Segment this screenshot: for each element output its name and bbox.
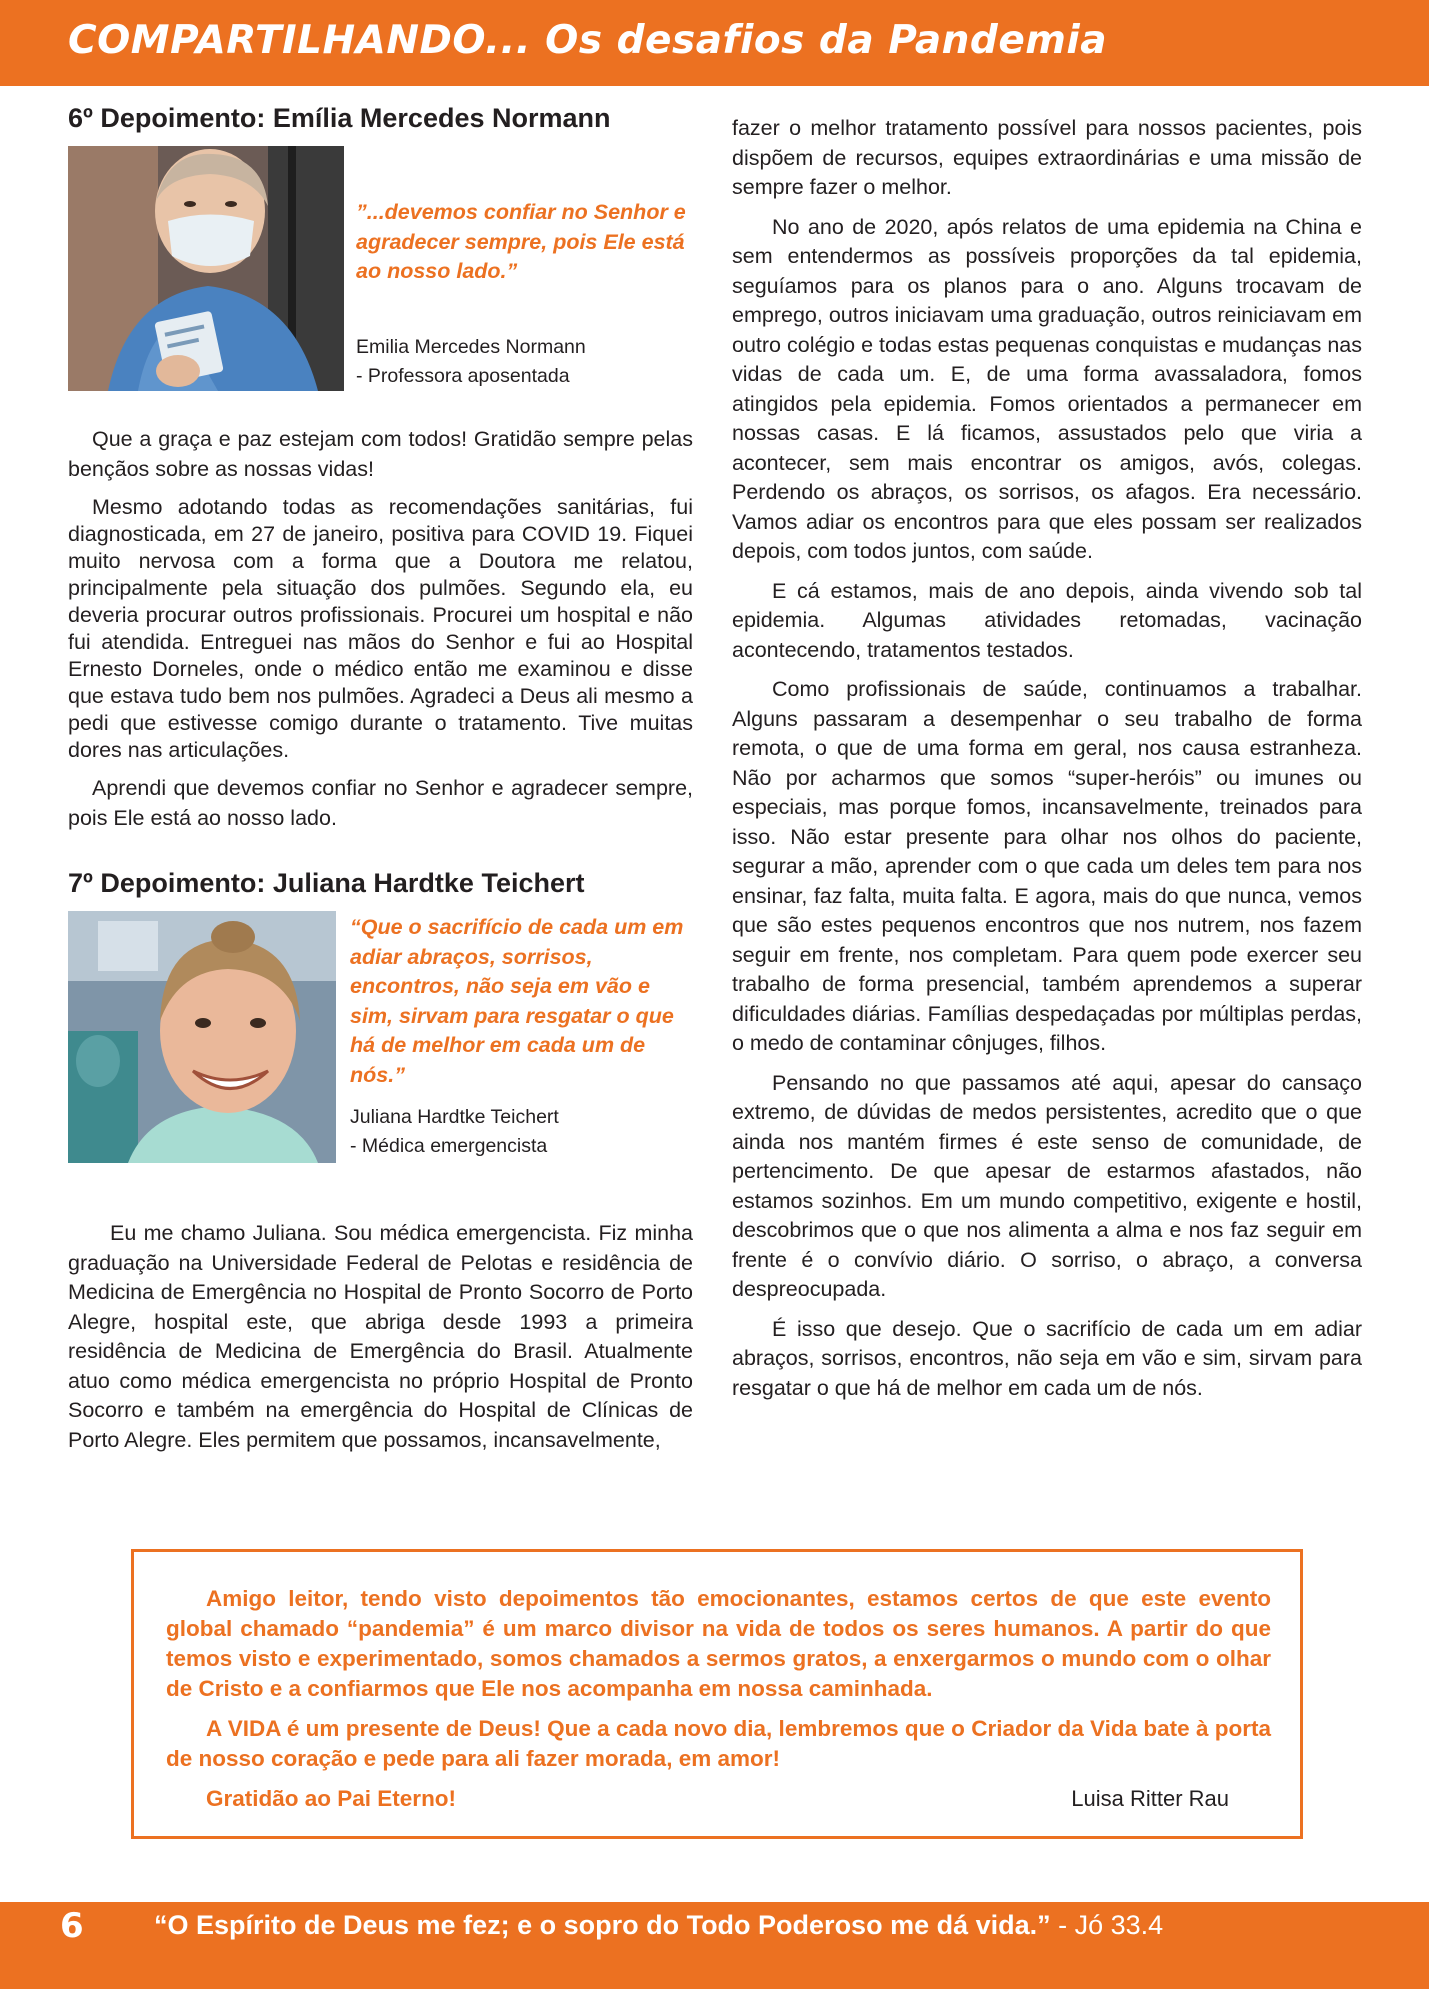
testimony-6-author-role: - Professora aposentada: [356, 365, 570, 387]
testimony-6-heading: 6º Depoimento: Emília Mercedes Normann: [68, 103, 611, 133]
testimony-7-intro: [68, 911, 693, 1163]
juliana-photo: [68, 911, 336, 1163]
testimony-7-paragraph: É isso que desejo. Que o sacrifício de cada um em adiar abraços, sorrisos, encontros, não seja em vão e sim, sirvam para resgatar o que há de melhor em cada um de nós.: [732, 1316, 1362, 1400]
footer-verse: [154, 1910, 1163, 1941]
left-column: [68, 100, 693, 1465]
testimony-7-quote: “Que o sacrifício de cada um em adiar abraços, sorrisos, encontros, não seja em vão e sim, sirvam para resgatar o que há de melhor em cada um de nós.”: [350, 915, 684, 1087]
testimony-7-paragraph: Eu me chamo Juliana. Sou médica emergencista. Fiz minha graduação na Universidade Federal de Pelotas e residência de Medicina de Emergência no Hospital de Pronto Socorro de Porto Alegre, hospital este, que abriga desde 1993 a primeira residência de Medicina de Emergência do Brasil. Atualmente atuo como médica emergencista no próprio Hospital de Pronto Socorro e também na emergência do Hospital de Clínicas de Porto Alegre. Eles permitem que possamos, incansavelmente,: [68, 1221, 693, 1452]
testimony-6-paragraph: Aprendi que devemos confiar no Senhor e agradecer sempre, pois Ele está ao nosso lado.: [68, 776, 693, 830]
testimony-6-intro: [68, 146, 693, 391]
testimony-7-author-name: Juliana Hardtke Teichert: [350, 1106, 559, 1128]
closing-paragraph: A VIDA é um presente de Deus! Que a cada novo dia, lembremos que o Criador da Vida bate à porta de nosso coração e pede para ali fazer morada, em amor!: [166, 1716, 1271, 1771]
testimony-6-attribution: [356, 333, 696, 391]
testimony-6-quote: ”...devemos confiar no Senhor e agradecer sempre, pois Ele está ao nosso lado.”: [356, 200, 686, 283]
closing-message-text: [166, 1584, 1271, 1814]
testimony-6-paragraph: Que a graça e paz estejam com todos! Gratidão sempre pelas bençãos sobre as nossas vidas!: [68, 427, 693, 481]
page-number: 6: [60, 1906, 84, 1946]
testimony-7-attribution: [350, 1103, 695, 1161]
testimony-6-paragraph: Mesmo adotando todas as recomendações sanitárias, fui diagnosticada, em 27 de janeiro, positiva para COVID 19. Fiquei muito nervosa com a forma que a Doutora me relatou, principalmente pela situação dos pulmões. Segundo ela, eu deveria procurar outros profissionais. Procurei um hospital e não fui atendida. Entreguei nas mãos do Senhor e fui ao Hospital Ernesto Dorneles, onde o médico então me examinou e disse que estava tudo bem nos pulmões. Agradeci a Deus ali mesmo a pedi que estivesse comigo durante o tratamento. Tive muitas dores nas articulações.: [68, 495, 693, 762]
emilia-photo: [68, 146, 344, 391]
closing-signature: Luisa Ritter Rau: [1071, 1786, 1229, 1811]
closing-signoff: [166, 1784, 1271, 1814]
closing-thanks: Gratidão ao Pai Eterno!: [206, 1786, 457, 1811]
closing-paragraph: Amigo leitor, tendo visto depoimentos tão emocionantes, estamos certos de que este evento global chamado “pandemia” é um marco divisor na vida de todos os seres humanos. A partir do que temos visto e experimentado, somos chamados a sermos gratos, a enxergarmos o mundo com o olhar de Cristo e a confiarmos que Ele nos acompanha em nossa caminhada.: [166, 1586, 1271, 1701]
testimony-7-paragraph: No ano de 2020, após relatos de uma epidemia na China e sem entendermos as possíveis proporções da tal epidemia, seguíamos para os planos para o ano. Alguns trocavam de emprego, outros iniciavam uma graduação, outros reiniciavam em outro colégio e todas estas pequenas conquistas e mudanças nas vidas de cada um. E, de uma forma avassaladora, fomos atingidos pela epidemia. Fomos orientados a permanecer em nossas casas. E lá ficamos, assustados pelo que viria a acontecer, sem mais encontrar os amigos, avós, colegas. Perdendo os abraços, os sorrisos, os afagos. Era necessário. Vamos adiar os encontros para que eles possam ser realizados depois, com todos juntos, com saúde.: [732, 214, 1362, 563]
testimony-6-author-name: Emilia Mercedes Normann: [356, 336, 586, 358]
footer-verse-text: “O Espírito de Deus me fez; e o sopro do Todo Poderoso me dá vida.”: [154, 1910, 1051, 1940]
testimony-7-paragraph: E cá estamos, mais de ano depois, ainda vivendo sob tal epidemia. Algumas atividades retomadas, vacinação acontecendo, tratamentos testados.: [732, 578, 1362, 662]
testimony-7-paragraph: fazer o melhor tratamento possível para nossos pacientes, pois dispõem de recursos, equipes extraordinárias e uma missão de sempre fazer o melhor.: [732, 116, 1362, 199]
footer-verse-reference: - Jó 33.4: [1050, 1910, 1164, 1940]
testimony-7-heading: 7º Depoimento: Juliana Hardtke Teichert: [68, 868, 585, 898]
testimony-7-paragraph: Como profissionais de saúde, continuamos a trabalhar. Alguns passaram a desempenhar o seu trabalho de forma remota, o que de uma forma em geral, nos causa estranheza. Não por acharmos que somos “super-heróis” ou imunes ou especiais, mas porque fomos, incansavelmente, treinados para isso. Não estar presente para olhar nos olhos do paciente, segurar a mão, aprender com o que cada um deles tem para nos ensinar, faz falta, muita falta. E agora, mais do que nunca, vemos que são estes pequenos encontros que nos nutrem, nos fazem seguir em frente, nos completam. Para quem pode exercer seu trabalho de forma presencial, também aprendemos a superar dificuldades diárias. Famílias despedaçadas por múltiplas perdas, o medo de contaminar cônjuges, filhos.: [732, 677, 1362, 1055]
testimony-7-author-role: - Médica emergencista: [350, 1135, 548, 1157]
testimony-7-paragraph: Pensando no que passamos até aqui, apesar do cansaço extremo, de dúvidas de medos persistentes, acredito que o que ainda nos mantém firmes é este senso de comunidade, de pertencimento. De que apesar de estarmos afastados, não estamos sozinhos. Em um mundo competitivo, exigente e hostil, descobrimos que o que nos alimenta a alma e nos faz seguir em frente é o convívio diário. O sorriso, o abraço, a conversa despreocupada.: [732, 1070, 1362, 1301]
right-column: [732, 114, 1362, 1413]
page-header-title: COMPARTILHANDO... Os desafios da Pandemia: [68, 18, 1108, 63]
closing-message-box: [131, 1549, 1303, 1839]
